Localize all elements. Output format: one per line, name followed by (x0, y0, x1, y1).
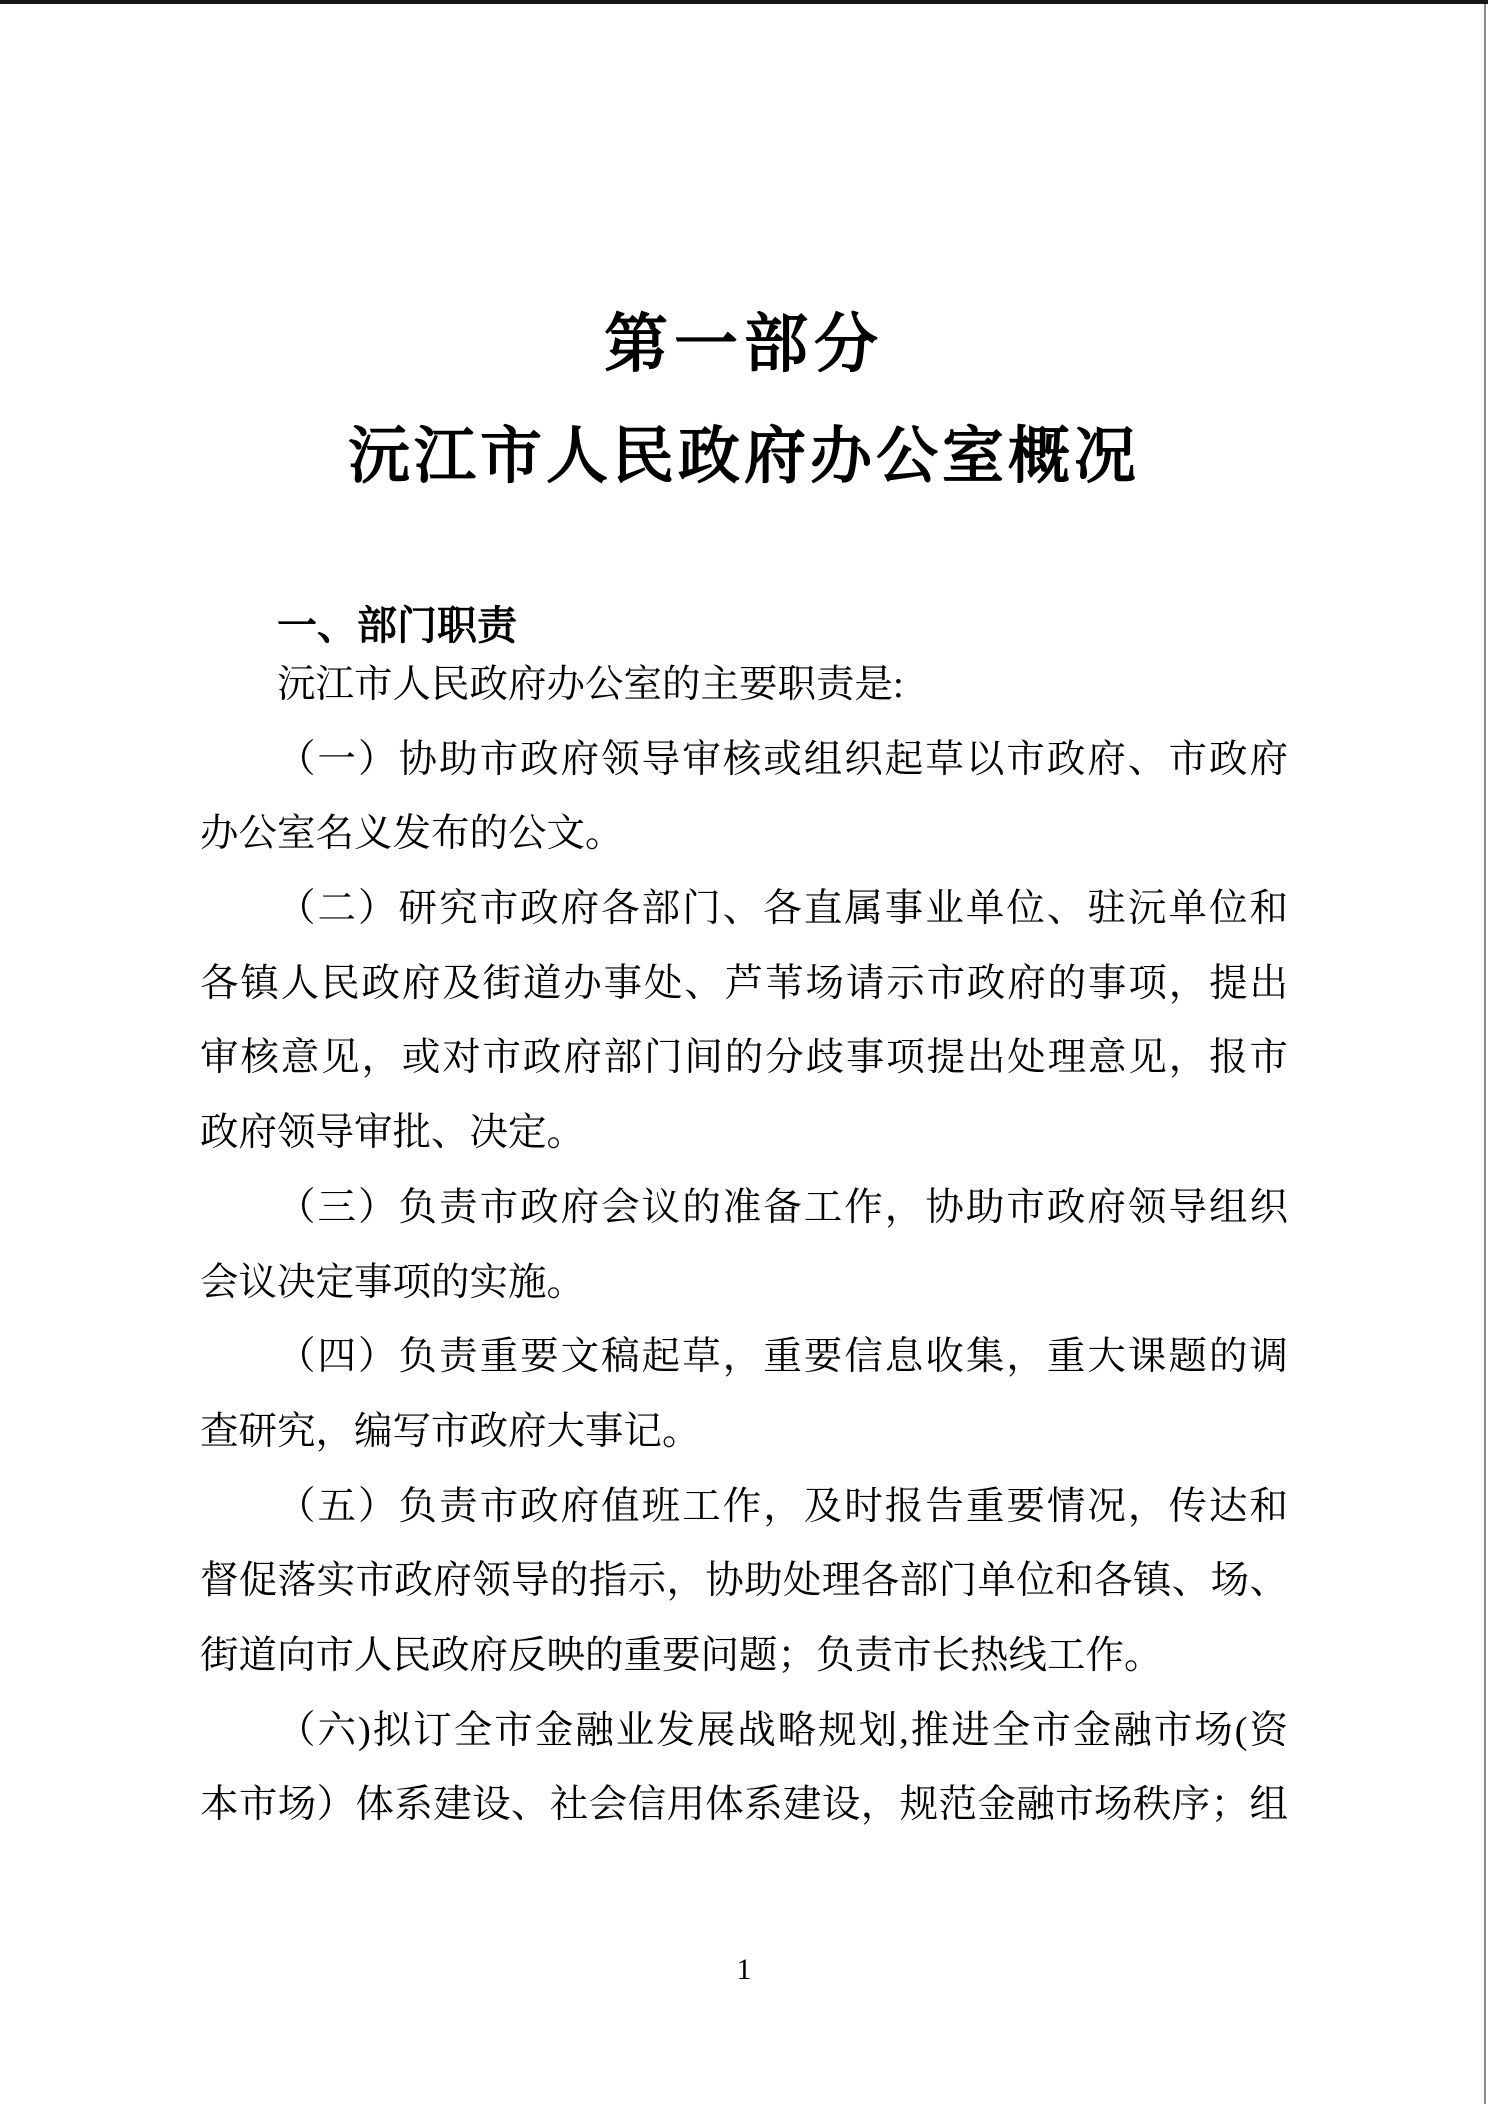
page-number: 1 (736, 1953, 752, 1986)
para-6-line-1: （六)拟订全市金融业发展战略规划,推进全市金融市场(资 (277, 1709, 1288, 1752)
intro-line: 沅江市人民政府办公室的主要职责是: (277, 664, 904, 706)
body-text (200, 648, 1288, 1843)
doc-title: 沅江市人民政府办公室概况 (347, 422, 1140, 491)
para-2-line-3: 审核意见，或对市政府部门间的分歧事项提出处理意见，报市 (200, 1037, 1288, 1080)
para-4-line-2: 查研究，编写市政府大事记。 (200, 1410, 701, 1453)
para-1-line-2: 办公室名义发布的公文。 (200, 813, 624, 856)
para-4-line-1: （四）负责重要文稿起草，重要信息收集，重大课题的调 (277, 1336, 1288, 1379)
part-title: 第一部分 (604, 308, 884, 380)
para-2-line-4: 政府领导审批、决定。 (200, 1112, 586, 1155)
para-5-line-1: （五）负责市政府值班工作，及时报告重要情况，传达和 (277, 1485, 1288, 1528)
para-5-line-3: 街道向市人民政府反映的重要问题；负责市长热线工作。 (200, 1634, 1163, 1677)
para-6-line-2: 本市场）体系建设、社会信用体系建设，规范金融市场秩序；组 (200, 1784, 1288, 1827)
section-heading: 一、部门职责 (277, 604, 517, 648)
para-3-line-1: （三）负责市政府会议的准备工作，协助市政府领导组织 (277, 1186, 1288, 1229)
window-top-edge (0, 0, 1488, 4)
para-3-line-2: 会议决定事项的实施。 (200, 1261, 586, 1304)
para-1-line-1: （一）协助市政府领导审核或组织起草以市政府、市政府 (277, 738, 1288, 781)
para-2-line-1: （二）研究市政府各部门、各直属事业单位、驻沅单位和 (277, 888, 1288, 931)
para-5-line-2: 督促落实市政府领导的指示，协助处理各部门单位和各镇、场、 (200, 1560, 1288, 1603)
para-2-line-2: 各镇人民政府及街道办事处、芦苇场请示市政府的事项，提出 (200, 962, 1288, 1005)
